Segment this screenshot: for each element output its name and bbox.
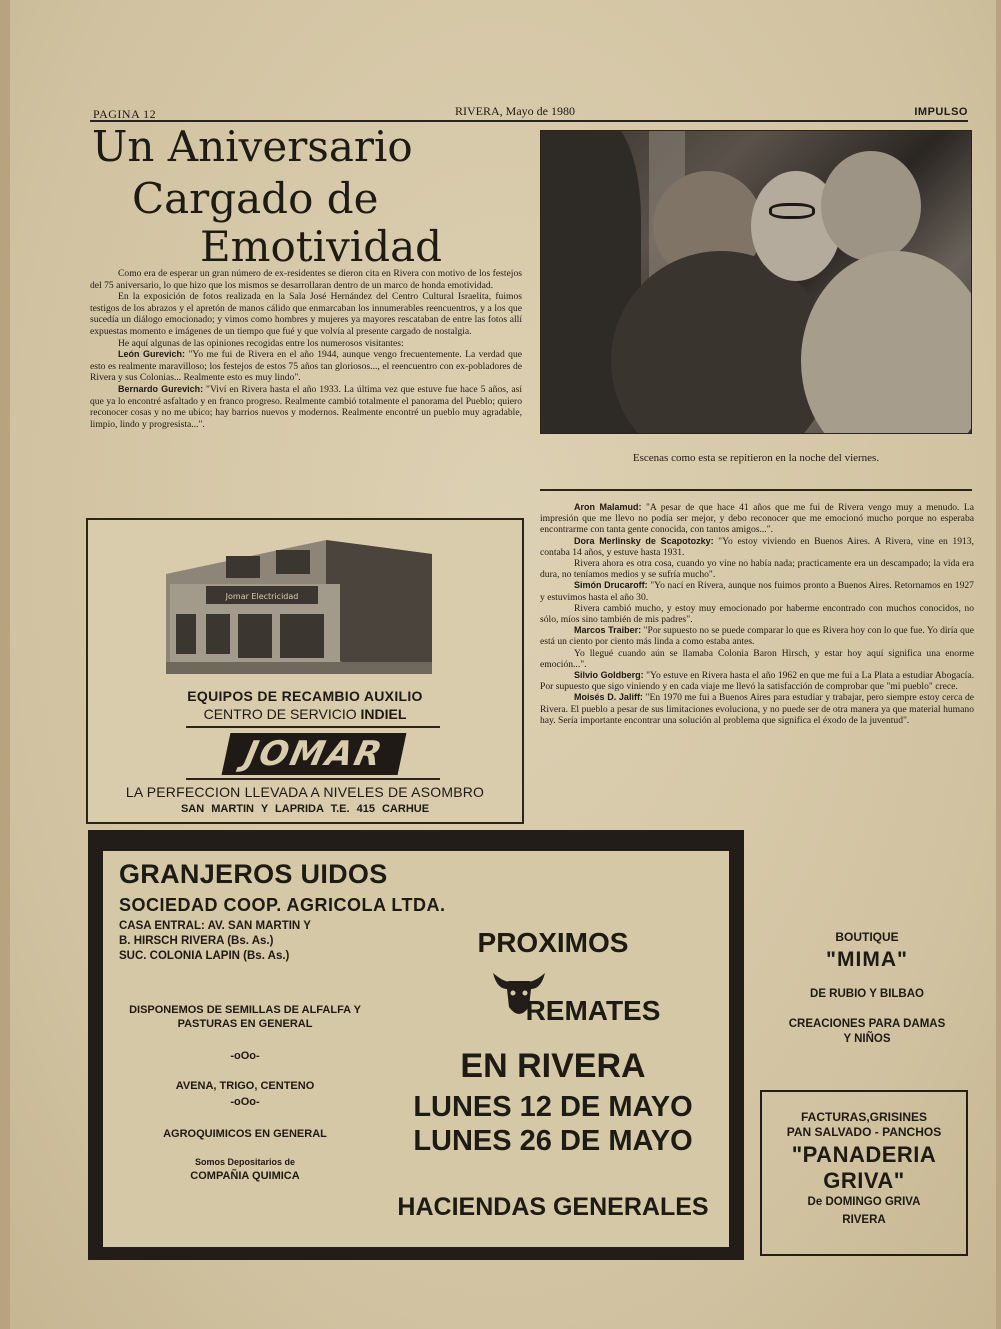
speaker-name: Aron Malamud: bbox=[574, 502, 642, 512]
article-paragraph: He aquí algunas de las opiniones recogidas entre los numerosos visitantes: bbox=[118, 337, 404, 349]
panaderia-name-1: "PANADERIA bbox=[791, 1142, 937, 1167]
jomar-address: SAN MARTIN Y LAPRIDA T.E. 415 CARHUE bbox=[180, 803, 430, 815]
boutique-label: BOUTIQUE bbox=[835, 930, 899, 944]
panaderia-line-2: PAN SALVADO - PANCHOS bbox=[786, 1125, 942, 1139]
quote-text: Rivera ahora es otra cosa, cuando yo vine no había nada; practicamente era un descampado; la vida era dura, no teníamos medios y se sufría mucho". bbox=[540, 558, 974, 581]
company-text: COMPAÑIA QUIMICA bbox=[190, 1170, 300, 1182]
coop-name: GRANJEROS UIDOS bbox=[119, 859, 388, 889]
photo-caption: Escenas como esta se repitieron en la noche del viernes. bbox=[632, 452, 880, 464]
jomar-line-2: CENTRO DE SERVICIO INDIEL bbox=[203, 706, 407, 722]
speaker-name: Marcos Traiber: bbox=[574, 625, 642, 636]
granjeros-advertisement bbox=[88, 830, 744, 1260]
boutique-desc-1: CREACIONES PARA DAMAS bbox=[788, 1018, 946, 1030]
quote-paragraph bbox=[90, 349, 522, 384]
article-body-right bbox=[540, 502, 974, 726]
speaker-name: Bernardo Gurevich: bbox=[118, 383, 204, 394]
dateline: RIVERA, Mayo de 1980 bbox=[455, 104, 575, 118]
logo-rule-top bbox=[186, 726, 440, 728]
panaderia-owner: De DOMINGO GRIVA bbox=[807, 1196, 921, 1208]
coop-society: SOCIEDAD COOP. AGRICOLA LTDA. bbox=[119, 895, 446, 915]
remates-heading: REMATES bbox=[525, 995, 661, 1026]
page-number: PAGINA 12 bbox=[93, 107, 157, 121]
jomar-line-1: EQUIPOS DE RECAMBIO AUXILIO bbox=[187, 688, 423, 704]
jomar-logo: JOMAR bbox=[222, 733, 407, 775]
location-heading: EN RIVERA bbox=[460, 1047, 646, 1085]
separator: -oOo- bbox=[230, 1096, 260, 1108]
headline-line-2: Cargado de bbox=[132, 174, 379, 223]
quote-text: "Yo me fui de Rivera en el año 1944, aunque vengo frecuentemente. La verdad que esto es realmente maravilloso; los festejos de estos 75 años tan gloriosos..., el reencuentro con ex-pobladores de Rivera y sus Colonias... Realmente esto es muy lindo". bbox=[90, 349, 522, 384]
newspaper-page bbox=[10, 0, 996, 1329]
speaker-name: Simón Drucaroff: bbox=[574, 580, 648, 591]
newspaper-name: IMPULSO bbox=[914, 106, 968, 118]
quote-text: "Yo estuve en Rivera hasta el año 1962 en que me fui a La Plata a estudiar Abogacía. Por supuesto que sigo viniendo y en cada viaje me llevó la satisfacción de comprobar que "mi pueblo" crece. bbox=[540, 670, 975, 693]
panaderia-advertisement bbox=[760, 1090, 968, 1256]
boutique-address: DE RUBIO Y BILBAO bbox=[810, 988, 924, 1000]
quote-paragraph bbox=[90, 384, 522, 430]
quote-text: "Por supuesto no se puede comparar lo que es Rivera hoy con lo que fue. Yo diría que está un ciento por ciento más linda a como estaba antes. bbox=[540, 625, 974, 648]
article-body-left bbox=[90, 268, 522, 430]
panaderia-town: RIVERA bbox=[842, 1214, 886, 1226]
article-paragraph: En la exposición de fotos realizada en la Sala José Hernández del Centro Cultural Israelita, fuimos testigos de los abrazos y el apretón de manos cálido que enmarcaban los innumerables reencuentros, y a los que sucedía un diálogo emocionado; y vimos como hombres y mujeres ya mayores rescataban de entre las fotos allí expuestas momento e imágenes de un tiempo que fué y que volvía al presente cargado de nostalgia. bbox=[90, 291, 522, 337]
headline-line-1: Un Aniversario bbox=[92, 122, 413, 171]
quote-paragraph bbox=[540, 580, 974, 602]
panaderia-line-1: FACTURAS,GRISINES bbox=[800, 1110, 927, 1124]
boutique-name: "MIMA" bbox=[826, 948, 908, 971]
storefront-illustration bbox=[166, 534, 432, 674]
auction-date-2: LUNES 26 DE MAYO bbox=[413, 1125, 693, 1157]
panaderia-name-2: GRIVA" bbox=[823, 1168, 905, 1193]
quote-text: "Yo nací en Rivera, aunque nos fuimos pronto a Buenos Aires. Retornamos en 1927 y estuvimos hasta el año 30. bbox=[540, 580, 974, 603]
haciendas-text: HACIENDAS GENERALES bbox=[397, 1193, 709, 1221]
quote-paragraph bbox=[540, 536, 974, 558]
quote-text: "En 1970 me fui a Buenos Aires para estudiar y trabajar, pero siempre estoy cerca de Rivera. El pueblo a pesar de sus limitaciones evoluciona, y no puede ser de otra manera ya que material humano hay. Sería importante encontrar una solución al problema que significa el éxodo de la juventud". bbox=[540, 692, 975, 726]
quote-paragraph bbox=[540, 502, 974, 536]
speaker-name: Moisés D. Jaliff: bbox=[574, 692, 643, 703]
quote-paragraph bbox=[540, 670, 974, 692]
speaker-name: Dora Merlinsky de Scapotozky: bbox=[574, 535, 714, 546]
jomar-advertisement bbox=[86, 518, 524, 824]
quote-text: Rivera cambió mucho, y estoy muy emocionado por haberme encontrado con muchos conocidos, no sólo, míos sino también de mis padres". bbox=[540, 602, 974, 626]
headline-line-3: Emotividad bbox=[200, 222, 443, 271]
quote-text: "Viví en Rivera hasta el año 1933. La última vez que estuve fue hace 5 años, así que ya lo encontré asfaltado y en franco progreso. Realmente cambió totalmente el panorama del Pueblo; quiero reconocer cosas y no me ubico; hay barrios nuevos y modernos. Realmente encontré un pueblo muy agradable, limpio, lindo y progresista...". bbox=[90, 383, 522, 430]
coop-address: CASA ENTRAL: AV. SAN MARTIN Y B. HIRSCH RIVERA (Bs. As.) SUC. COLONIA LAPIN (Bs. As.) bbox=[119, 920, 311, 962]
proximos-heading: PROXIMOS bbox=[477, 927, 629, 958]
column-divider bbox=[540, 489, 972, 491]
quote-text: Yo llegué cuando aún se llamaba Colonia Baron Hirsch, y estar hoy aquí significa una enorme emoción...". bbox=[540, 647, 974, 670]
grains-text: AVENA, TRIGO, CENTENO bbox=[175, 1080, 315, 1092]
separator: -oOo- bbox=[230, 1050, 260, 1062]
quote-text: "A pesar de que hace 41 años que me fui de Rivera vengo muy a menudo. La impresión que me llevo no podía ser mejor, y debo reconocer que me emocionó mucho porque no esperaba encontrarme con tanta gente conocida, con tantos amigos...". bbox=[540, 502, 974, 536]
speaker-name: Silvio Goldberg: bbox=[574, 670, 644, 681]
depositary-text: Somos Depositarios de bbox=[194, 1157, 296, 1167]
quote-paragraph bbox=[540, 625, 974, 647]
seeds-text: DISPONEMOS DE SEMILLAS DE ALFALFA Y PASTURAS EN GENERAL bbox=[129, 1004, 361, 1030]
boutique-desc-2: Y NIÑOS bbox=[843, 1033, 891, 1045]
agrochemicals-text: AGROQUIMICOS EN GENERAL bbox=[163, 1128, 327, 1140]
logo-rule-bottom bbox=[186, 778, 440, 780]
article-paragraph: Como era de esperar un gran número de ex-residentes se dieron cita en Rivera con motivo de los festejos del 75 aniversario, lo que hizo que los mismos se desarrollaran dentro de un marco de honda emotividad. bbox=[90, 268, 522, 291]
jomar-slogan: LA PERFECCION LLEVADA A NIVELES DE ASOMBRO bbox=[125, 784, 485, 800]
granjeros-inner-panel bbox=[102, 850, 730, 1248]
quote-text: "Yo estoy viviendo en Buenos Aires. A Rivera, vine en 1913, contaba 14 años, y estuve hasta 1931. bbox=[540, 535, 974, 558]
storefront-sign: Jomar Electricidad bbox=[225, 592, 299, 601]
article-headline bbox=[90, 124, 520, 272]
auction-date-1: LUNES 12 DE MAYO bbox=[413, 1091, 693, 1123]
article-photo bbox=[540, 130, 972, 434]
speaker-name: León Gurevich: bbox=[118, 349, 186, 360]
quote-paragraph bbox=[540, 692, 974, 726]
page-header bbox=[90, 104, 968, 122]
